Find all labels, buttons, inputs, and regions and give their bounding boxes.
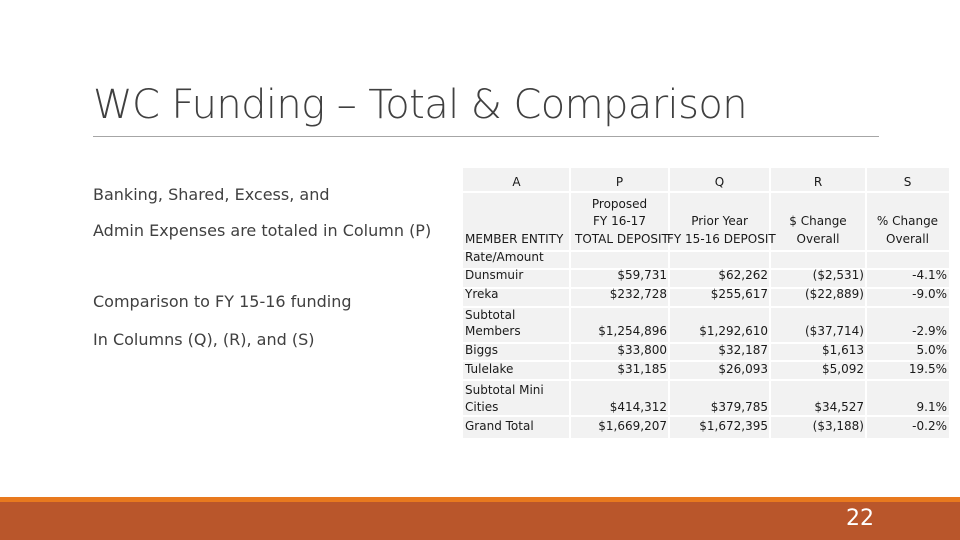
table-row-entity: Biggs <box>465 343 499 357</box>
header-overall-s: Overall <box>886 232 929 246</box>
header-member-entity: MEMBER ENTITY <box>465 232 564 246</box>
table-cell-prior: $379,785 <box>710 400 768 414</box>
table-cell-dollar-change: ($22,889) <box>805 287 864 301</box>
table-cell-dollar-change: ($3,188) <box>812 419 864 433</box>
table-row-entity: Subtotal <box>465 308 516 322</box>
table-cell-proposed: $59,731 <box>617 268 667 282</box>
table-row-entity: Yreka <box>465 287 499 301</box>
table-row-entity: Tulelake <box>465 362 514 376</box>
table-cell-prior: $32,187 <box>718 343 768 357</box>
table-row-entity-line2: Cities <box>465 400 499 414</box>
header-dollar-change: $ Change <box>789 214 847 228</box>
table-row-entity-line2: Members <box>465 324 521 338</box>
table-cell-prior: $1,292,610 <box>699 324 768 338</box>
col-letter-a: A <box>512 175 521 189</box>
bullet-text-2: Admin Expenses are totaled in Column (P) <box>93 221 432 240</box>
table-cell-prior: $26,093 <box>718 362 768 376</box>
col-letter-s: S <box>903 175 912 189</box>
page-number: 22 <box>846 506 874 531</box>
table-cell-dollar-change: ($37,714) <box>805 324 864 338</box>
slide-title: WC Funding – Total & Comparison <box>93 82 747 128</box>
table-cell-pct-change: -0.2% <box>912 419 947 433</box>
header-fy1516-deposit: FY 15-16 DEPOSIT <box>667 232 776 246</box>
table-cell-pct-change: -9.0% <box>912 287 947 301</box>
header-fy1617: FY 16-17 <box>593 214 646 228</box>
table-cell-pct-change: 5.0% <box>916 343 947 357</box>
table-cell-proposed: $414,312 <box>609 400 667 414</box>
table-cell-proposed: $1,254,896 <box>598 324 667 338</box>
table-cell-dollar-change: $34,527 <box>814 400 864 414</box>
table-cell-proposed: $232,728 <box>609 287 667 301</box>
table-cell-proposed: $1,669,207 <box>598 419 667 433</box>
header-prior-year: Prior Year <box>691 214 748 228</box>
table-cell-prior: $62,262 <box>718 268 768 282</box>
table-cell-prior: $255,617 <box>710 287 768 301</box>
funding-table-background <box>463 168 949 438</box>
rate-amount-label: Rate/Amount <box>465 250 544 264</box>
table-row-entity: Dunsmuir <box>465 268 524 282</box>
footer-bar <box>0 502 960 540</box>
table-cell-proposed: $31,185 <box>617 362 667 376</box>
col-letter-q: Q <box>714 175 725 189</box>
table-cell-dollar-change: $5,092 <box>822 362 864 376</box>
table-cell-pct-change: -2.9% <box>912 324 947 338</box>
table-cell-prior: $1,672,395 <box>699 419 768 433</box>
title-divider <box>93 136 879 137</box>
header-pct-change: % Change <box>876 214 939 228</box>
header-proposed: Proposed <box>591 197 648 211</box>
table-cell-pct-change: 19.5% <box>908 362 947 376</box>
header-overall-r: Overall <box>796 232 840 246</box>
table-cell-dollar-change: $1,613 <box>822 343 864 357</box>
header-total-deposit: TOTAL DEPOSIT <box>575 232 669 246</box>
bullet-text-4: In Columns (Q), (R), and (S) <box>93 330 315 349</box>
bullet-text-1: Banking, Shared, Excess, and <box>93 185 330 204</box>
table-row-entity: Subtotal Mini <box>465 383 544 397</box>
table-cell-pct-change: -4.1% <box>912 268 947 282</box>
bullet-text-3: Comparison to FY 15-16 funding <box>93 292 352 311</box>
table-gridlines <box>463 168 949 438</box>
col-letter-r: R <box>813 175 823 189</box>
col-letter-p: P <box>615 175 624 189</box>
table-row-entity: Grand Total <box>465 419 534 433</box>
table-cell-pct-change: 9.1% <box>916 400 947 414</box>
table-cell-dollar-change: ($2,531) <box>812 268 864 282</box>
table-cell-proposed: $33,800 <box>617 343 667 357</box>
